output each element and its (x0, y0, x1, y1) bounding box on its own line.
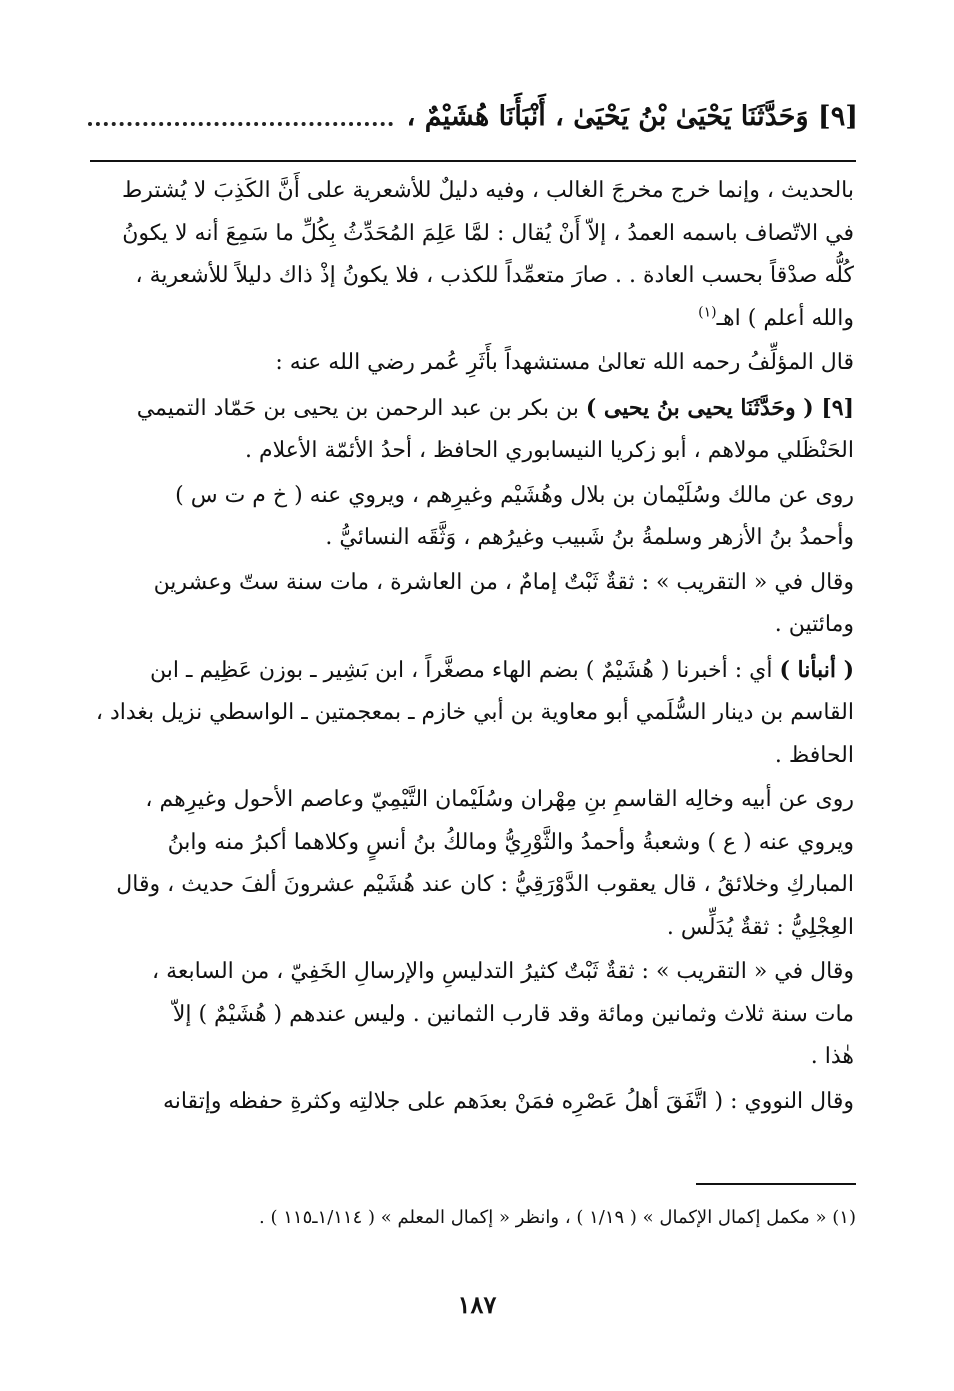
text-line-with-footnote (84, 298, 854, 341)
header-dotted-leader (88, 112, 393, 126)
paragraph-hushaym-narrations (84, 779, 854, 949)
text-line: والله أعلم ) اهـ (716, 305, 854, 331)
text-line: وقال في « التقريب » : ثقةٌ ثَبْتٌ إمامٌ ، من العاشرة ، مات سنة ستّ وعشرين (153, 569, 854, 595)
text-line (84, 387, 854, 431)
text-line: روى عن أبيه وخالِه القاسمِ بنِ مِهْران وسُلَيْمان التَّيْمِيّ وعاصم الأحول وغيرِهم ، (145, 787, 854, 812)
text-line: القاسم بن دينار السُّلَمي أبو معاوية بن أبي خازم ـ بمعجمتين ـ الواسطي نزيل بغداد ، (95, 700, 854, 725)
footnote-rule (696, 1183, 856, 1185)
text-line (84, 649, 854, 693)
text-span: أي : أخبرنا ( هُشَيْمٌ ) بضم الهاء مصغَّراً ، ابن بَشِير ـ بوزن عَظِيم ـ ابن (150, 657, 773, 683)
paragraph-narrator-hushaym (84, 649, 854, 778)
footnote (120, 1200, 856, 1236)
text-line: الحَنْظَلي مولاهم ، أبو زكريا النيسابوري الحافظ ، أحدُ الأئمّة الأعلام . (244, 438, 854, 463)
text-line: قال المؤلِّفُ رحمه الله تعالىٰ مستشهداً بأَثَرِ عُمر رضي الله عنه : (275, 350, 854, 375)
paragraph-author-statement (84, 342, 854, 385)
text-line: هٰذا . (810, 1044, 854, 1069)
text-span: بن بكر بن عبد الرحمن بن يحيى بن حَمّاد التميمي (136, 395, 579, 421)
text-line: الحافظ . (774, 742, 854, 768)
text-line: في الاتّصاف باسمه العمدُ ، إلاّ أَنْ يُقال : لمَّا عَلِمَ المُحَدِّثُ بِكُلِّ ما سَمِعَ أنه لا يكونُ (122, 220, 854, 246)
paragraph-narrator-yahya (84, 387, 854, 473)
text-line: بالحديث ، وإنما خرج مخرجَ الغالب ، وفيه دليلٌ للأشعرية على أَنَّ الكَذِبَ لا يُشترط (121, 178, 854, 203)
hadith-lead: [٩] ( وحَدَّثَنَا يحيى بنُ يحيى ) (585, 394, 854, 421)
text-line: روى عن مالك وسُلَيْمان بن بلال وهُشَيْم وغيرِهم ، ويروي عنه ( خ م ت س ) (175, 482, 854, 508)
footnote-ref: (١) (698, 304, 717, 321)
text-line: كُلُّه صدْقاً بحسب العادة . . صارَ متعمِّداً للكذب ، فلا يكونُ إذْ ذاك دليلاً للأشعرية ، (135, 263, 854, 288)
footnote-number: (١) (832, 1207, 856, 1228)
header-rule (90, 160, 856, 162)
text-line: وقال النووي : ( اتَّفَقَ أهلُ عَصْرِه فمَنْ بعدَهم على جلالتِه وكثرةِ حفظه وإتقانه (162, 1088, 854, 1114)
text-line: وقال في « التقريب » : ثقةٌ ثَبْتٌ كثيرُ التدليسِ والإرسالِ الخَفِيّ ، من السابعة ، (152, 959, 854, 984)
footnote-text: « مكمل إكمال الإكمال » ( ١/١٩ ) ، وانظر « إكمال المعلم » ( ١/١١٤ـ١١٥ ) . (259, 1207, 827, 1228)
commentary-body (84, 170, 854, 1123)
text-line: وأحمدُ بنُ الأزهر وسلمةُ بنُ شَبيب وغيرُهم ، وَثَّقَه النسائيُّ . (325, 525, 854, 550)
paragraph-yahya-taqrib (84, 562, 854, 647)
text-line: المباركِ وخلائقُ ، قال يعقوب الدَّوْرَقِيُّ : كان عند هُشَيْم عشرونَ ألفَ حديث ، وقال (116, 872, 854, 897)
header-title: [٩] وَحَدَّثَنَا يَحْيَىٰ بْنُ يَحْيَىٰ ، أَنْبَأَنَا هُشَيْمٌ ، (406, 100, 858, 132)
term-lead: ( أنبأنا ) (779, 656, 854, 683)
running-header (88, 90, 858, 142)
paragraph-yahya-narrations (84, 475, 854, 560)
paragraph-nawawi (84, 1081, 854, 1124)
text-line: ومائتين . (774, 612, 854, 637)
text-line: ويروي عنه ( ع ) وشعبةُ وأحمدُ والثَّوْرِيُّ ومالكُ بنُ أنسٍ وكلاهما أكبرُ منه وابنُ (167, 829, 854, 855)
page-number: ١٨٧ (457, 1290, 497, 1319)
paragraph-quote-continuation (84, 170, 854, 340)
text-line: العِجْلِيُّ : ثقةٌ يُدَلِّس . (666, 914, 854, 940)
text-line: مات سنة ثلاث وثمانين ومائة وقد قارب الثمانين . وليس عندهم ( هُشَيْمٌ ) إلاّ (172, 1001, 854, 1027)
paragraph-hushaym-taqrib (84, 951, 854, 1079)
